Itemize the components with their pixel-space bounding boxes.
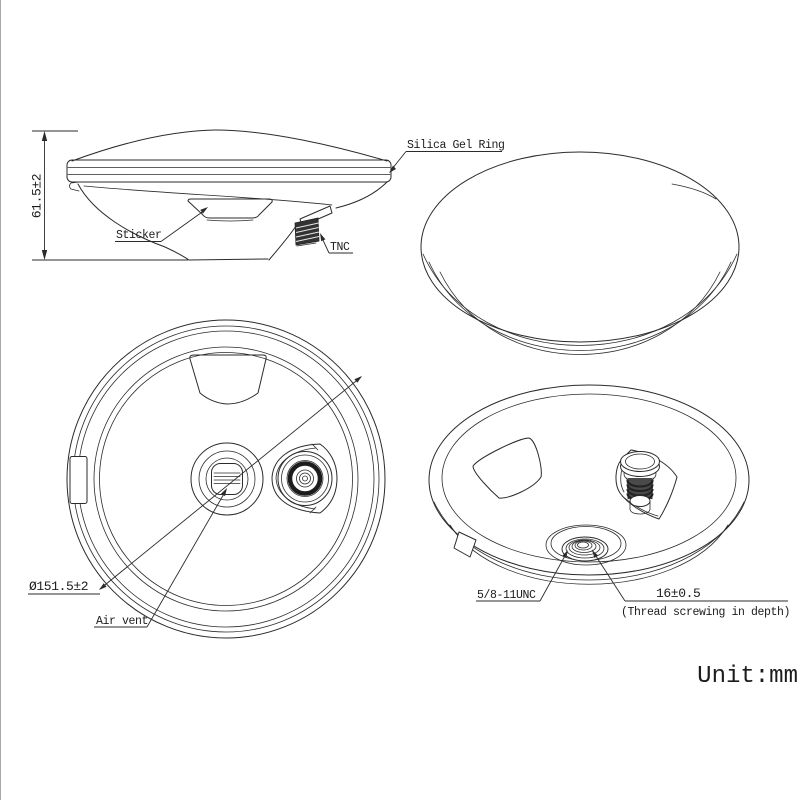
thread-depth-label: 16±0.5: [656, 586, 701, 601]
thread-spec-callout: [476, 550, 568, 602]
sticker-label: Sticker: [116, 229, 162, 242]
top-view: [421, 152, 739, 355]
height-dimension: [29, 131, 188, 260]
tnc-dark-ring: [290, 464, 320, 494]
radome-dome-outline: [72, 130, 387, 161]
rim-band: [67, 160, 391, 182]
iso-bottom-view: [429, 385, 790, 619]
iso-tnc-tip: [630, 496, 650, 507]
iso-sticker-recess: [473, 438, 541, 498]
iso-thread-hole: [546, 525, 626, 565]
thread-depth-note-label: (Thread screwing in depth): [621, 606, 791, 619]
unit-label: Unit:mm: [697, 663, 798, 690]
body-base: [189, 259, 268, 260]
thread-depth-callout: [592, 550, 790, 619]
air-vent-label: Air vent: [96, 615, 149, 628]
tnc-callout: [320, 233, 353, 254]
center-mount: [191, 443, 263, 515]
sticker-callout: [115, 207, 208, 242]
sticker-recess: [188, 199, 272, 218]
thread-spec-label: 5/8-11UNC: [477, 589, 536, 602]
silica-gel-ring-callout: [389, 139, 505, 173]
rim-edge-2: [429, 262, 731, 351]
body-crease: [84, 186, 332, 205]
tnc-label: TNC: [330, 241, 350, 254]
iso-tnc-nut-upper: [621, 452, 660, 472]
silica-gel-ring-label: Silica Gel Ring: [407, 139, 505, 152]
height-dimension-label: 61.5±2: [29, 173, 45, 219]
iso-tnc: [616, 450, 677, 519]
rim-edge-1: [423, 254, 737, 346]
body-right-outline: [336, 182, 387, 208]
rim-lip: [70, 182, 80, 191]
side-notch: [70, 457, 87, 504]
side-view: [29, 130, 504, 260]
sticker-recess-bottom: [190, 355, 266, 404]
air-vent-insert: [212, 464, 243, 495]
body-under-connector: [269, 226, 296, 260]
bottom-view: [28, 320, 385, 638]
diameter-dimension-label: Ø151.5±2: [29, 579, 89, 594]
body-left-outline: [78, 184, 189, 260]
tnc-bottom: [272, 444, 337, 513]
